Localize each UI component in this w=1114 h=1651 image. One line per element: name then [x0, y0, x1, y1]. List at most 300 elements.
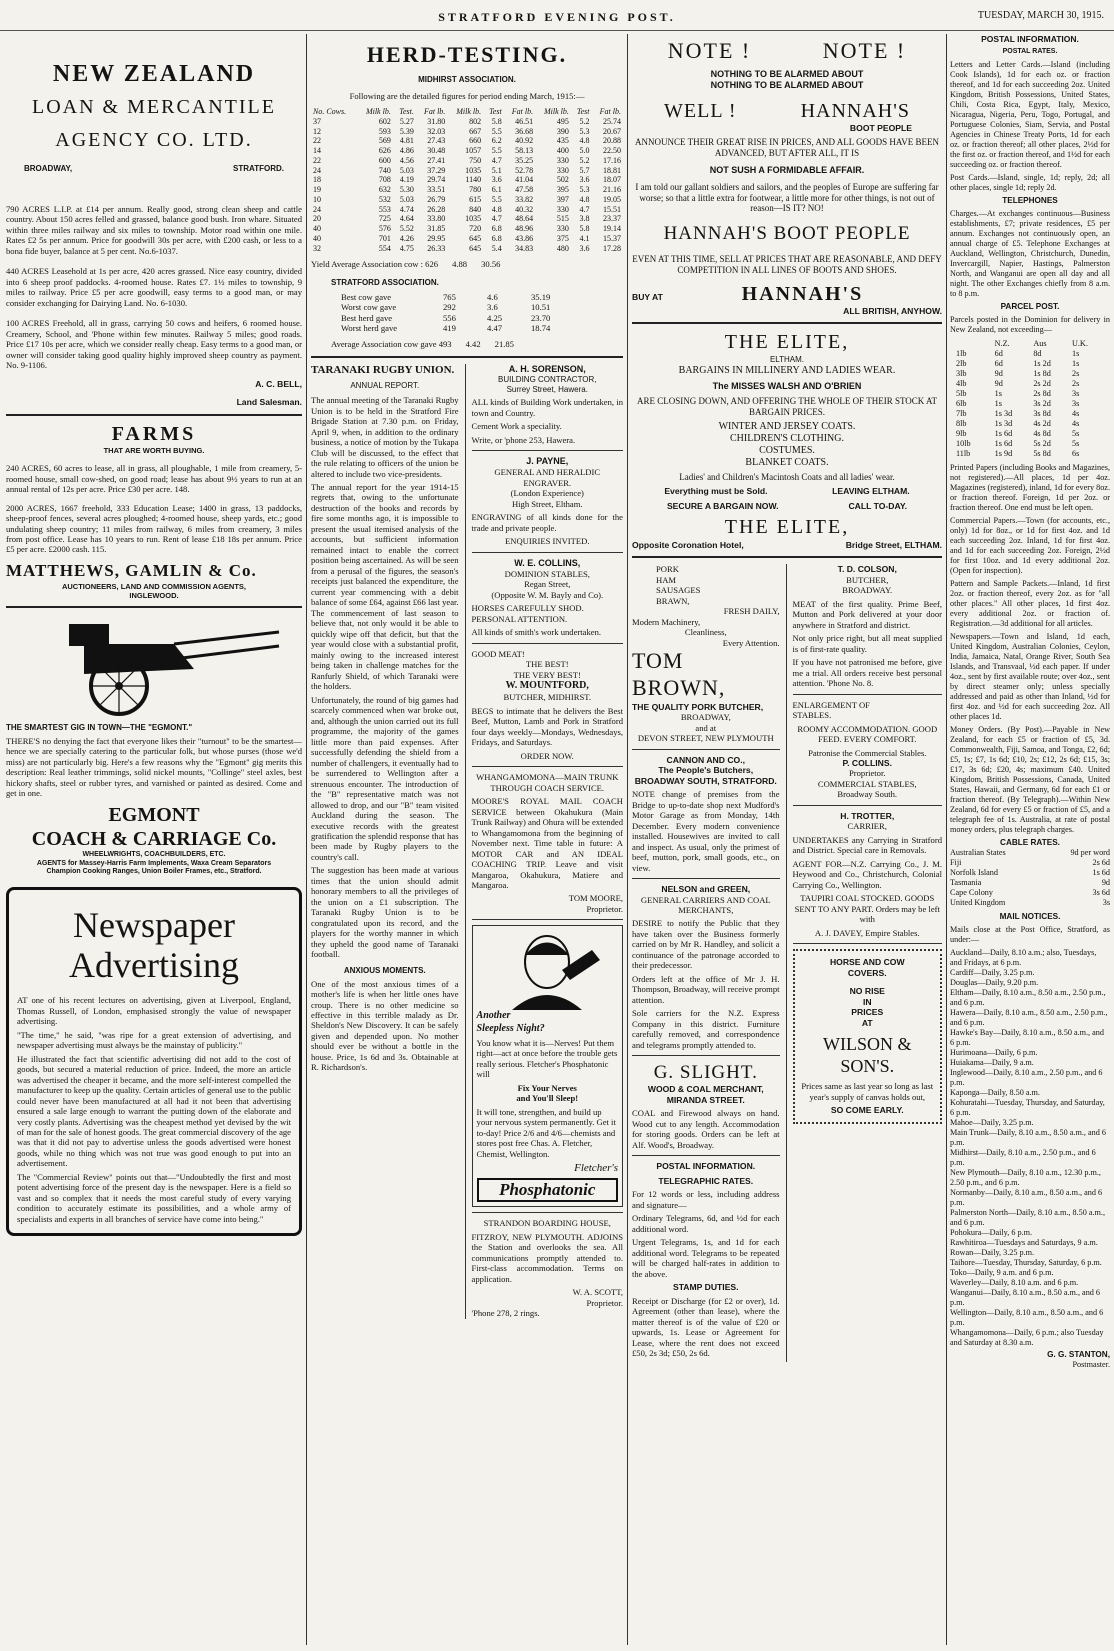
herd-table-cell: 15.37	[603, 233, 621, 243]
elite-proprietors: The MISSES WALSH AND O'BRIEN	[712, 380, 862, 391]
egmont-heading: EGMONT	[108, 803, 200, 826]
stables-title: Proprietor.	[848, 768, 886, 779]
herd-table-cell: 14	[313, 146, 321, 156]
firm-town: INGLEWOOD.	[129, 590, 179, 600]
wilson-text: COVERS.	[847, 967, 887, 978]
coach-signature: TOM MOORE,	[568, 893, 623, 904]
well-hannahs: WELL ! HANNAH'S	[664, 99, 910, 122]
stratford-cell: 292	[443, 302, 456, 313]
herd-table-cell: 4.8	[579, 194, 590, 204]
herd-table-cell: 5.5	[491, 126, 502, 136]
phosphatonic-heading: Another	[476, 1010, 511, 1022]
parcel-row-cell: 3s	[1071, 388, 1080, 398]
wilson-text: HORSE AND COW	[829, 957, 905, 968]
herd-table-cell: 4.7	[491, 155, 502, 165]
stables-patronise: Patronise the Commercial Stables.	[808, 747, 927, 758]
mail-item: Waverley—Daily, 8.10 a.m. and 6 p.m.	[950, 1277, 1079, 1287]
listing: 790 ACRES L.I.P. at £14 per annum. Really good, strong clean sheep and cattle country. About 150 acres felled and grassed, balance good bush. Iron whare. Situated within three miles railway and six miles to township. Motor road within one mile. Rates £2 5s per annum. Price for goodwill 30s per acre, with £200 cash, or less to a bona fide buyer, balance at 5 per cent. No.6-1037.	[6, 203, 302, 256]
trotter-text: AGENT FOR—N.Z. Carrying Co., J. M. Heywood and Co., Christchurch, Colonial Carrying Co., Wellington.	[792, 858, 942, 890]
trotter-text: UNDERTAKES any Carrying in Stratford and District. Special care in Removals.	[792, 834, 942, 856]
column-3	[632, 34, 942, 1645]
stratford-cell: 23.70	[531, 312, 551, 323]
mail-item: Palmerston North—Daily, 8.10 a.m., 8.50 a.m., and 6 p.m.	[950, 1207, 1106, 1227]
mail-item: Inglewood—Daily, 8.10 a.m., 2.50 p.m., and 6 p.m.	[950, 1067, 1103, 1087]
stratford-association: STRATFORD ASSOCIATION.	[331, 277, 439, 287]
herd-table-cell: 4.64	[399, 214, 414, 224]
herd-table-cell: 5.2	[579, 116, 590, 126]
herd-table-cell: 23.37	[603, 214, 621, 224]
herd-table-cell: 5.7	[579, 165, 590, 175]
herd-table-cell: 32	[313, 243, 321, 253]
alarmed-line: NOTHING TO BE ALARMED ABOUT	[710, 68, 864, 79]
nelson-text: Orders left at the office of Mr J. H. Thompson, Broadway, will receive prompt attention.	[632, 973, 780, 1005]
nelson-text: DESIRE to notify the Public that they have taken over the Business formerly carried on by Mr R. Handley, and solicit a continuance of the patronage accorded to their predecessor.	[632, 918, 780, 971]
parcel-row-cell: 3lb	[956, 368, 967, 378]
stratford-cell: 18.74	[531, 323, 551, 333]
herd-table-cell: 632	[378, 185, 391, 195]
herd-testing-heading: HERD-TESTING.	[366, 42, 568, 67]
elite-town: ELTHAM.	[769, 354, 805, 364]
herd-table-row	[311, 234, 623, 244]
herd-table-cell: 34.83	[515, 243, 534, 253]
herd-table-cell: 36.68	[515, 126, 534, 136]
postal-text: Urgent Telegrams, 1s, and 1d for each additional word. Telegrams to be repeated will be charged half-rates in addition to the above.	[632, 1237, 780, 1279]
herd-table-cell: 780	[469, 185, 482, 195]
boarding-text: FITZROY, NEW PLYMOUTH. ADJOINS the Station and overlooks the sea. All communications promptly attended to. First-class accommodation. Terms on application.	[471, 1231, 623, 1284]
herd-table-cell: 58.13	[515, 146, 534, 156]
postal-rates-text: Post Cards.—Island, single, 1d; reply, 2d; all other places, single 1d; reply 2d.	[950, 172, 1110, 192]
phosphatonic-slogan: Fix Your Nerves	[517, 1082, 577, 1093]
stratford-cell: 556	[443, 312, 456, 323]
herd-table-cell: 27.43	[427, 136, 446, 146]
col3-left	[632, 564, 780, 1361]
stratford-cell: Worst herd gave	[341, 323, 398, 333]
herd-table-cell: 4.74	[399, 204, 414, 214]
colson-text: If you have not patronised me before, give me a trial. All orders receive best personal attention. 'Phone No. 8.	[792, 657, 942, 689]
colson-text: MEAT of the first quality. Prime Beef, Mutton and Pork delivered at your door anywhere in Stratford and district.	[792, 598, 942, 630]
wilson-text: IN	[862, 996, 872, 1007]
boarding-title: Proprietor.	[586, 1297, 623, 1308]
herd-table-cell: 6.1	[491, 185, 502, 195]
mail-item: Mahoe—Daily, 3.25 p.m.	[950, 1117, 1034, 1127]
cable-cell: United Kingdom	[950, 897, 1006, 907]
elite-item: CHILDREN'S CLOTHING.	[729, 432, 845, 444]
parcel-row-cell: 5s	[1071, 428, 1080, 438]
herd-table-row	[311, 195, 623, 205]
slight-text: COAL and Firewood always on hand. Wood cut to any length. Accommodation for storing goods. Orders can be left at Alf. Wood's, Broadway.	[632, 1108, 780, 1150]
herd-table-cell: 5.3	[579, 185, 590, 195]
herd-table-row	[311, 156, 623, 166]
stables-name: P. COLLINS.	[842, 757, 893, 768]
elite-text: ARE CLOSING DOWN, AND OFFERING THE WHOLE OF THEIR STOCK AT BARGAIN PRICES.	[636, 395, 938, 417]
nz-loan-town: STRATFORD.	[233, 164, 284, 174]
mail-item: Wellington—Daily, 8.10 a.m., 8.50 a.m., and 6 p.m.	[950, 1307, 1104, 1327]
mail-item: Kohuratahi—Tuesday, Thursday, and Saturday, 6 p.m.	[950, 1097, 1105, 1117]
herd-table-cell: 502	[556, 175, 569, 185]
stables-heading: STABLES.	[792, 710, 832, 721]
postal-rates-text: Letters and Letter Cards.—Island (including Cook Islands), 1d for each oz. or fraction thereof, and 1d for each succeeding 2oz. United Kingdom, British Possessions, United States, Chili, Costa Rica, Egypt, Italy, Mexico, Nicaragua, Nigeria, Peru, Togo, Portugal, and Portuguese Colonies, Siam, Servia, and Postal Agencies in Chinese Treaty Ports, 1d for each oz. or fraction thereof; all other places, 2½d for the first oz. or fraction thereof, and 1½d for each succeeding oz. or fraction thereof.	[950, 59, 1110, 169]
tom-brown-item: HAM	[656, 574, 677, 585]
parcel-row-cell: 1s 6d	[994, 438, 1013, 448]
herd-table-cell: 5.5	[491, 194, 502, 204]
payne-trade: ENGRAVER.	[523, 477, 572, 488]
cable-cell: 2s 6d	[1092, 857, 1110, 867]
parcel-row-cell: 8d	[1033, 348, 1042, 358]
cannon-text: NOTE change of premises from the Bridge to up-to-date shop next Mudford's Motor Garage as from Monday, 14th December. Every modern convenience installed. Housewives are invited to call and inspect. As usual, only the primest of beef, mutton, pork, small goods, etc., on view.	[632, 789, 780, 873]
boarding-signature: W. A. SCOTT,	[572, 1287, 623, 1298]
herd-table-cell: 3.6	[579, 243, 590, 253]
herd-table-cell: 17.16	[603, 155, 621, 165]
herd-table-cell: 26.28	[427, 204, 446, 214]
herd-table-cell: 6.8	[491, 224, 502, 234]
gig-text: THERE'S no denying the fact that everyone likes their "turnout" to be the smartest—hence we are specially catering to the particular folk, but whose purses (those we'd miss) are not particularly big. Here's a few reasons why the "Egmont" gig merits this description: Real leather trimmings, solid nickel mounts, "Collinge" steel axles, best hickory shafts, steel or rubber tyres, and varnished or painted as desired. Come and get in one.	[6, 735, 302, 799]
parcel-header-cell	[956, 339, 988, 349]
cable-row	[950, 878, 1110, 888]
cable-row	[950, 848, 1110, 858]
wilson-name: SON'S.	[840, 1056, 895, 1077]
herd-table-cell: 22	[313, 155, 321, 165]
cable-row	[950, 868, 1110, 878]
phosphatonic-text: It will tone, strengthen, and build up your nervous system permanently. Get it to-day! Price 2/6 and 4/6—chemists and stores post free Chas. A. Fletcher, Chemist, Wellington.	[476, 1106, 616, 1159]
herd-table-cell: 37	[313, 116, 321, 126]
herd-table-cell: 5.39	[399, 126, 414, 136]
stratford-row	[341, 313, 623, 323]
sorenson-trade: BUILDING CONTRACTOR,	[498, 374, 597, 384]
mail-item: Huiakama—Daily, 9 a.m.	[950, 1057, 1034, 1067]
stratford-cell: 4.25	[487, 312, 503, 323]
mail-item: Taihore—Tuesday, Thursday, Saturday, 6 p.m.	[950, 1257, 1102, 1267]
colson-street: BROADWAY.	[842, 585, 893, 596]
herd-table-cell: 35.25	[515, 155, 534, 165]
parcel-row	[956, 429, 1104, 439]
parcel-row-cell: 3s 2d	[1033, 398, 1051, 408]
telephones-text: Charges.—At exchanges continuous—Business establishments, £7; private residences, £5 per annum. Exchanges not continuously open, an annual charge of £5. Telephone Exchanges at Auckland, Wellington, Christchurch, Dunedin, Invercargill, Napier, Hastings, Palmerston North, and Wanganui are open all day and all night. The other Exchanges chiefly from 8 a.m. to 8 p.m.	[950, 208, 1110, 298]
listing: 240 ACRES, 60 acres to lease, all in grass, all ploughable, 1 mile from creamery, 5-roomed house, small cow-shed, on good road; lease has about 9½ years to run at an annual rental of 12s per acre. Price £30 per acre. 148.	[6, 463, 302, 495]
payne-name: J. PAYNE,	[526, 456, 569, 467]
listing: 440 ACRES Leasehold at 1s per acre, 420 acres grassed. Nice easy country, divided into 6 sheep proof paddocks. 4-roomed house. Rates £7. 1½ miles to township, 9 miles to railway. Price £5 per acre goodwill, easy terms to a good man, or may consider exchanging for Dairying Land. No. 6-1030.	[6, 266, 302, 308]
sorenson-text: Write, or 'phone 253, Hawera.	[471, 434, 576, 445]
herd-table-cell: 6.8	[491, 233, 502, 243]
parcel-row-cell: 5s 8d	[1033, 448, 1051, 458]
collins-address: (Opposite W. M. Bayly and Co).	[491, 589, 604, 600]
collins-trade: DOMINION STABLES,	[504, 568, 590, 579]
parcel-post-text: Parcels posted in the Dominion for delivery in New Zealand, not exceeding—	[950, 314, 1110, 334]
tom-brown-and: and at	[695, 722, 717, 733]
rugby-column	[311, 364, 459, 1319]
mail-notices-heading: MAIL NOTICES.	[999, 911, 1061, 921]
herd-table-cell: 19	[313, 185, 321, 195]
parcel-row-cell: 1s	[994, 398, 1002, 408]
stamp-duties: STAMP DUTIES.	[672, 1282, 739, 1293]
herd-table-row	[311, 175, 623, 185]
herd-table-cell: 43.86	[515, 233, 534, 243]
herd-table-cell: 47.58	[515, 185, 534, 195]
stratford-cell: 765	[443, 291, 456, 302]
mail-item: Hawke's Bay—Daily, 8.10 a.m., 8.50 a.m., and 6 p.m.	[950, 1027, 1104, 1047]
herd-table-cell: 553	[378, 204, 391, 214]
newspaper-title: STRATFORD EVENING POST.	[438, 10, 676, 24]
cable-cell: Australian States	[950, 847, 1006, 857]
tom-brown-street: DEVON STREET, NEW PLYMOUTH	[637, 733, 774, 744]
parcel-header-cell: U.K.	[1071, 338, 1088, 348]
payne-address: High Street, Eltham.	[511, 498, 583, 509]
herd-table-cell: 29.95	[427, 233, 446, 243]
wilson-text: PRICES	[851, 1007, 884, 1018]
herd-table-cell: 5.0	[579, 146, 590, 156]
parcel-row-cell: 5lb	[956, 388, 967, 398]
herd-table-cell: 375	[556, 233, 569, 243]
herd-table-cell: 397	[556, 194, 569, 204]
parcel-row-cell: 1s	[1071, 348, 1080, 358]
herd-table-cell: 26.33	[427, 243, 446, 253]
herd-table-row	[311, 244, 623, 254]
phosphatonic-logo: Phosphatonic	[477, 1178, 618, 1203]
tom-brown-name: TOM BROWN,	[632, 648, 726, 700]
parcel-row	[956, 379, 1104, 389]
stratford-cell: 3.6	[487, 302, 498, 313]
rugby-subheading: ANNUAL REPORT.	[350, 381, 420, 391]
herd-table-cell: 1057	[465, 146, 482, 156]
herd-table-cell: 5.1	[491, 165, 502, 175]
postal-text: Receipt or Discharge (for £2 or over), 1d. Agreement (other than lease), where the matter thereof is of the value of £20 or upwards, 1s. Lease or Agreement for Lease, where the rent does not exceed £50, 2s 3d; £50, 2s 6d.	[632, 1295, 780, 1359]
parcel-row-cell: 1s 9d	[994, 448, 1013, 458]
herd-table-cell: 725	[378, 214, 391, 224]
hannah-text: EVEN AT THIS TIME, SELL AT PRICES THAT ARE REASONABLE, AND DEFY COMPETITION IN ALL LINES OF BOOTS AND SHOES.	[632, 253, 942, 275]
herd-table-cell: 660	[469, 136, 482, 146]
herd-table-cell: 615	[469, 194, 482, 204]
parcel-row-cell: 9d	[994, 378, 1003, 388]
parcel-row-cell: 6d	[994, 358, 1003, 368]
herd-table-cell: 701	[378, 233, 391, 243]
phosphatonic-slogan: and You'll Sleep!	[516, 1093, 579, 1104]
herd-table-cell: 40	[313, 233, 321, 243]
herd-table-cell: 18.81	[603, 165, 621, 175]
coach-text: MOORE'S ROYAL MAIL COACH SERVICE between Okahukura (Main Trunk Railway) and Ohura will be extended to Whangamomona from the beginning of November next. Time table in future: A MOTOR CAR and AN IDEAL COACHING TRIP. Leave and visit Mangaroa, Okahukura, Matiere and Mangaroa.	[471, 796, 623, 890]
parcel-table	[956, 339, 1104, 459]
tom-brown-text: Every Attention.	[722, 637, 780, 648]
parcel-row-cell: 1s 8d	[1033, 368, 1051, 378]
phosphatonic-text: You know what it is—Nerves! Put them right—act at once before the trouble gets really serious. Fletcher's Phosphatonic will	[476, 1037, 618, 1080]
herd-table-cell: 48.64	[515, 214, 534, 224]
sorenson-name: A. H. SORENSON,	[508, 363, 586, 374]
herd-table-cell: 12	[313, 126, 321, 136]
issue-date: TUESDAY, MARCH 30, 1915.	[977, 10, 1104, 21]
elite-heading-2: THE ELITE,	[724, 516, 850, 539]
column-2	[311, 34, 623, 1645]
herd-table-cell: 37.29	[427, 165, 446, 175]
herd-table-row	[311, 224, 623, 234]
newspaper-advertising-box	[6, 887, 302, 1236]
herd-average: Yield Average Association cow : 626 4.88 30.56	[311, 259, 501, 270]
payne-trade: GENERAL AND HERALDIC	[494, 467, 601, 478]
masthead	[0, 8, 1114, 31]
parcel-row-cell: 6d	[994, 348, 1003, 358]
herd-table-cell: 1140	[465, 175, 482, 185]
payne-invite: ENQUIRIES INVITED.	[505, 536, 590, 547]
stables-company: COMMERCIAL STABLES,	[817, 778, 917, 789]
herd-table-row	[311, 127, 623, 137]
tom-brown-item: SAUSAGES	[656, 585, 701, 596]
advertising-heading: Newspaper Advertising	[69, 905, 239, 985]
farms-subheading: THAT ARE WORTH BUYING.	[103, 445, 205, 455]
herd-table-cell: 24	[313, 165, 321, 175]
advertising-para: AT one of his recent lectures on advertising, given at Liverpool, England, Thomas Russell, of London, emphasised strongly the value of newspaper advertising.	[17, 995, 291, 1027]
herd-table-cell: 18	[313, 175, 321, 185]
collins-address: Regan Street,	[524, 579, 571, 590]
stratford-cell: 419	[443, 323, 456, 333]
herd-table-cell: 48.96	[515, 224, 534, 234]
herd-table-cell: 18.07	[603, 175, 621, 185]
mail-item: Rawhitiroa—Tuesdays and Saturdays, 9 a.m.	[950, 1237, 1098, 1247]
elite-item: BLANKET COATS.	[745, 457, 829, 469]
herd-table-cell: 5.2	[579, 155, 590, 165]
payne-text: ENGRAVING of all kinds done for the trade and private people.	[471, 512, 623, 533]
elite-item: WINTER AND JERSEY COATS.	[718, 420, 856, 432]
herd-table-cell: 52.78	[515, 165, 534, 175]
column-rule	[627, 34, 628, 1645]
elite-leaving: LEAVING ELTHAM.	[832, 486, 910, 497]
firm-name: MATTHEWS, GAMLIN & Co.	[6, 560, 257, 580]
rugby-para: The suggestion has been made at various times that the union should admit honorary members to all the privileges of the union on a £1 subscription. The Taranaki Rugby Union is to be congratulated upon its record, and the players for the worthy manner in which they upheld the good name of Taranaki football.	[311, 865, 459, 960]
parcel-row-cell: 1s	[994, 388, 1002, 398]
herd-table-cell: 330	[556, 155, 569, 165]
mail-item: Cardiff—Daily, 3.25 p.m.	[950, 967, 1035, 977]
payne-note: (London Experience)	[510, 488, 584, 499]
herd-table-cell: 32.03	[427, 126, 446, 136]
stratford-cell: Best herd gave	[341, 312, 393, 323]
herd-table-cell: 5.52	[399, 224, 414, 234]
mail-item: Kaponga—Daily, 8.50 a.m.	[950, 1087, 1040, 1097]
parcel-row	[956, 349, 1104, 359]
herd-table-cell: 4.81	[399, 136, 414, 146]
advertising-para: He illustrated the fact that scientific advertising did not add to the cost of goods, but secured a material reduction of price. Indeed, the more an article was advertised the cheaper it became, and the more self-interest compelled the manufacturer to keep up the quality. Certain articles of general use to the public could never have been manufactured at all had it not been that advertising ensured a sale large enough to warrant the putting down of the elaborate and very costly plants. Advertising was the cheapest method yet devised by the wit of man for the sale of honest goods. The great commercial discovery of the age was that it did not pay to advertise unless the goods advertised were honest goods, while no thing which was not true was good enough to put into an advertisement.	[17, 1053, 291, 1169]
mail-item: Pohokura—Daily, 6 p.m.	[950, 1227, 1033, 1237]
herd-table-cell: 569	[378, 136, 391, 146]
herd-table-cell: 40.32	[515, 204, 534, 214]
phosphatonic-ad	[472, 925, 623, 1207]
parcel-row-cell: 2s	[1071, 368, 1080, 378]
parcel-row-cell: 7lb	[956, 408, 967, 418]
listing: 2000 ACRES, 1667 freehold, 333 Education Lease; 1400 in grass, 13 paddocks, sheep-proof fences, several acres ploughed; 4-roomed house, sheep yards, etc.; good undulating sheep country; 11 miles from railway, 6 miles from creamery, 3 miles from post office. Lease has 10 years to run. Rent of lease £18 18s per annum. Price £5 per acre. £2000 cash. 115.	[6, 502, 302, 555]
alarmed-line: NOTHING TO BE ALARMED ABOUT	[710, 79, 864, 90]
herd-table-cell: 645	[469, 243, 482, 253]
herd-table-cell: 840	[469, 204, 482, 214]
parcel-row-cell: 11lb	[956, 448, 971, 458]
boarding-heading: STRANDON BOARDING HOUSE,	[483, 1218, 611, 1229]
mail-notices-intro: Mails close at the Post Office, Stratford, as under:—	[950, 924, 1110, 944]
cable-table	[950, 848, 1110, 908]
postal-info-heading: POSTAL INFORMATION.	[981, 34, 1079, 44]
herd-table-cell: 29.74	[427, 175, 446, 185]
mail-list	[950, 948, 1110, 1348]
mountford-slogan: THE BEST!	[525, 659, 569, 670]
cannon-trade: The People's Butchers,	[658, 765, 754, 776]
parcel-row	[956, 359, 1104, 369]
telephones-heading: TELEPHONES	[1002, 195, 1058, 205]
elite-sold: Everything must be Sold.	[664, 486, 768, 497]
herd-table-cell: 17.28	[603, 243, 621, 253]
egmont-tagline: Champion Cooking Ranges, Union Boiler Frames, etc., Stratford.	[46, 868, 262, 876]
herd-table-cell: 5.8	[579, 224, 590, 234]
herd-table-cell: 4.86	[399, 146, 414, 156]
herd-table-cell: 400	[556, 146, 569, 156]
herd-table-cell: 20.67	[603, 126, 621, 136]
mail-item: Wanganui—Daily, 8.10 a.m., 8.50 a.m., and 6 p.m.	[950, 1287, 1101, 1307]
cable-cell: Cape Colony	[950, 887, 993, 897]
cable-row	[950, 858, 1110, 868]
postal-text: For 12 words or less, including address and signature—	[632, 1189, 780, 1210]
parcel-row-cell: 3s	[1071, 398, 1080, 408]
hannah-affair: NOT SUSH A FORMIDABLE AFFAIR.	[709, 164, 865, 175]
stratford-cell: Best cow gave	[341, 291, 392, 302]
parcel-row-cell: 6lb	[956, 398, 967, 408]
elite-secure: SECURE A BARGAIN NOW.	[666, 500, 779, 511]
pattern-packets-text: Pattern and Sample Packets.—Inland, 1d first 2oz. or fraction thereof, every 2oz. as for "all other places." All other places, 1d first 4oz. every additional 2oz. or fraction of. Registration.—3d additional for all articles.	[950, 578, 1110, 628]
herd-table-cell: 46.51	[515, 116, 534, 126]
stratford-average: Average Association cow gave 493 4.42 21.85	[331, 339, 514, 350]
rugby-para: The annual meeting of the Taranaki Rugby Union is to be held in the Stratford Fire Brigade Station at 7.30 p.m. on Friday, April 9, when, in addition to the ordinary business, a notice of motion by the Tukapa Club will be discussed, to the effect that the rule relating to officers of the union be altered to include two vice-presidents.	[311, 395, 459, 479]
phosphatonic-brand: Fletcher's	[574, 1162, 618, 1175]
herd-table-cell: 330	[556, 165, 569, 175]
herd-table-cell: 5.27	[399, 116, 414, 126]
anxious-heading: ANXIOUS MOMENTS.	[343, 965, 426, 975]
postal-heading: POSTAL INFORMATION.	[656, 1161, 756, 1172]
parcel-row-cell: 3s 8d	[1033, 408, 1051, 418]
parcel-row-cell: 1s 3d	[994, 408, 1013, 418]
stables-heading: ENLARGEMENT OF	[792, 699, 870, 710]
herd-table-cell: 19.14	[603, 224, 621, 234]
parcel-header	[956, 339, 1104, 349]
herd-table-cell: 5.03	[399, 165, 414, 175]
cable-cell: Fiji	[950, 857, 962, 867]
elite-street: Bridge Street, ELTHAM.	[845, 539, 942, 550]
parcel-row-cell: 10lb	[956, 438, 971, 448]
stratford-cell: 4.6	[487, 291, 498, 302]
tom-brown-text: Modern Machinery,	[632, 616, 701, 627]
colson-text: Not only price right, but all meat supplied is of first-rate quality.	[792, 633, 942, 654]
mail-item: Whangamomona—Daily, 6 p.m.; also Tuesday and Saturday at 8.30 a.m.	[950, 1327, 1104, 1347]
mail-item: Hawera—Daily, 8.10 a.m., 8.50 a.m., 2.50 p.m., and 6 p.m.	[950, 1007, 1108, 1027]
cannon-name: CANNON AND CO.,	[666, 754, 745, 765]
collins-name: W. E. COLLINS,	[514, 557, 581, 568]
parcel-row	[956, 369, 1104, 379]
herd-table-cell: 708	[378, 175, 391, 185]
herd-table-cell: 15.51	[603, 204, 621, 214]
stratford-row	[341, 302, 623, 312]
nz-loan-heading: NEW ZEALAND	[52, 61, 256, 87]
parcel-row-cell: 1s 2d	[1033, 358, 1051, 368]
trotter-sign: A. J. DAVEY, Empire Stables.	[814, 927, 920, 938]
agent-name: A. C. BELL,	[255, 378, 302, 389]
herd-association: MIDHIRST ASSOCIATION.	[418, 74, 516, 84]
nelson-trade: GENERAL CARRIERS AND COAL MERCHANTS,	[640, 894, 771, 915]
herd-table-row	[311, 185, 623, 195]
parcel-row-cell: 4s 8d	[1033, 428, 1051, 438]
stratford-cell: Worst cow gave	[341, 302, 397, 313]
postal-text: Ordinary Telegrams, 6d, and ½d for each additional word.	[632, 1213, 780, 1234]
herd-table-cell: 593	[378, 126, 391, 136]
herd-table-cell: 600	[378, 155, 391, 165]
column-rule	[306, 34, 307, 1645]
slight-name: G. SLIGHT.	[653, 1062, 758, 1084]
hannah-text: ANNOUNCE THEIR GREAT RISE IN PRICES, AND ALL GOODS HAVE BEEN ADVANCED, BUT AFTER ALL, IT IS	[635, 136, 939, 158]
herd-table-cell: 3.6	[491, 175, 502, 185]
mountford-text: BEGS to intimate that he delivers the Best Beef, Mutton, Lamb and Pork in Stratford four days weekly—Mondays, Wednesdays, Fridays, and Saturdays.	[471, 705, 623, 748]
col3-right	[793, 564, 942, 1361]
money-orders-text: Money Orders. (By Post).—Payable in New Zealand, for each £5 or fraction of £5, 3d. Commonwealth, Fiji, Samoa, and Tonga, £2, 6d; £5, 1s; £7, 1s 6d; £10, 2s; £12, 2s 6d; £15, 3s; £17, 3s 6d; £20, 4s; maximum £40. United Kingdom, British Possessions, Canada, United States, Hawaii, and Germany, 6d for each £1 or fraction thereof. (By Telegraph).—Within New Zealand, 6d for every £5 or fraction of £5, and a telegraph fee of 1s. Australia, at rate of postal money orders, plus telegraph charges.	[950, 724, 1110, 834]
wilson-text: Prices same as last year so long as last year's supply of canvas holds out,	[801, 1081, 934, 1102]
column-1	[6, 34, 302, 1645]
